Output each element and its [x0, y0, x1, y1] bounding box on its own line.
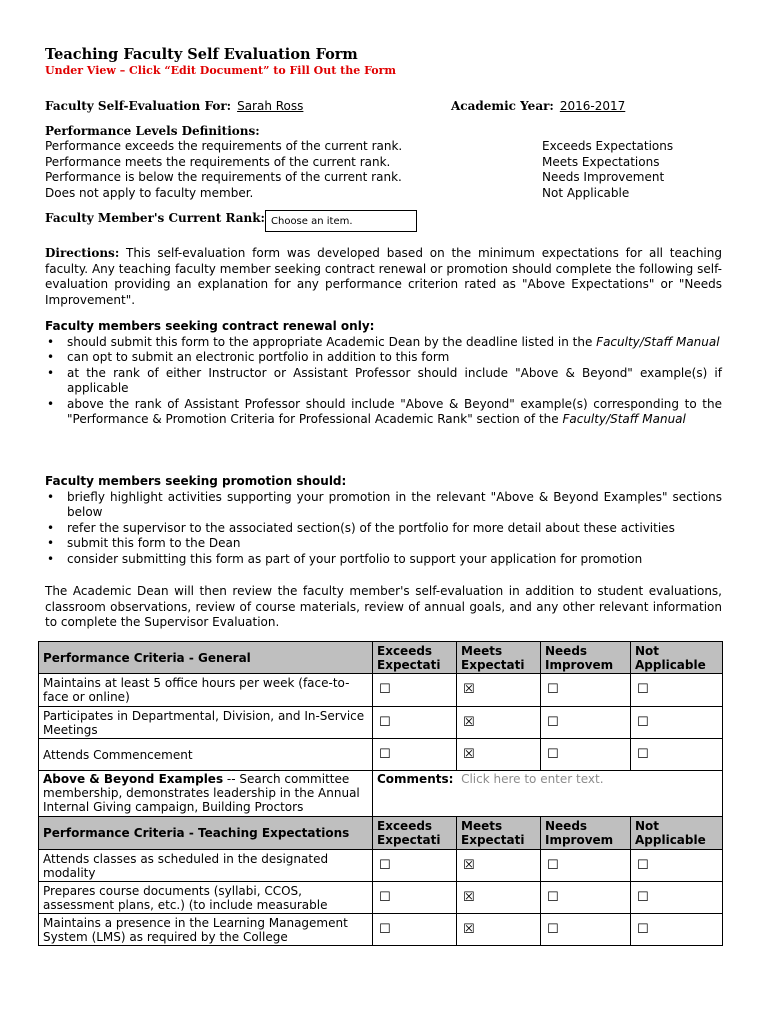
form-title: Teaching Faculty Self Evaluation Form: [45, 46, 358, 63]
section-heading: Performance Criteria - General: [39, 642, 373, 674]
checkbox[interactable]: ☐: [631, 882, 723, 914]
checkbox[interactable]: ☒: [457, 882, 541, 914]
promotion-section: [45, 474, 722, 567]
criterion-label: Maintains a presence in the Learning Management System (LMS) as required by the College: [39, 914, 373, 946]
renewal-section: [45, 319, 722, 428]
rank-dropdown[interactable]: Choose an item.: [265, 210, 417, 232]
promotion-heading: Faculty members seeking promotion should:: [45, 474, 347, 488]
faculty-for-label: Faculty Self-Evaluation For:: [45, 99, 232, 113]
table-row: [39, 850, 723, 882]
checkbox[interactable]: ☐: [631, 914, 723, 946]
checkbox[interactable]: ☐: [541, 882, 631, 914]
level-def: Does not apply to faculty member.: [45, 185, 254, 200]
criterion-label: Maintains at least 5 office hours per week (face-to-face or online): [39, 674, 373, 707]
column-header: Exceeds Expectati: [373, 817, 457, 850]
academic-year-row: [451, 95, 625, 114]
level-name: Not Applicable: [542, 185, 630, 200]
list-item: • at the rank of either Instructor or Assistant Professor should include "Above & Beyond" example(s) if applicable: [45, 366, 722, 397]
column-header: Meets Expectati: [457, 817, 541, 850]
renewal-heading: Faculty members seeking contract renewal only:: [45, 319, 375, 333]
criterion-label: Attends Commencement: [39, 739, 373, 771]
checkbox[interactable]: ☐: [373, 674, 457, 707]
checkbox[interactable]: ☐: [631, 850, 723, 882]
list-item: • should submit this form to the appropriate Academic Dean by the deadline listed in the Faculty/Staff Manual: [45, 335, 722, 351]
rank-label: Faculty Member's Current Rank:: [45, 211, 265, 225]
list-item: • briefly highlight activities supporting your promotion in the relevant "Above & Beyond Examples" sections below: [45, 490, 722, 521]
checkbox[interactable]: ☒: [457, 739, 541, 771]
comments-label: Comments:: [377, 772, 454, 786]
faculty-name-field[interactable]: Sarah Ross: [237, 99, 304, 113]
level-def: Performance exceeds the requirements of the current rank.: [45, 139, 403, 153]
comments-cell: [373, 771, 723, 817]
checkbox[interactable]: ☐: [631, 674, 723, 707]
closing-paragraph: The Academic Dean will then review the faculty member's self-evaluation in addition to student evaluations, classroom observations, review of course materials, review of annual goals, and any other relevant information to complete the Supervisor Evaluation.: [45, 584, 722, 629]
column-header: Needs Improvem: [541, 817, 631, 850]
table-row: [39, 674, 723, 707]
checkbox[interactable]: ☐: [541, 707, 631, 739]
column-header: Meets Expectati: [457, 642, 541, 674]
level-def: Performance meets the requirements of the current rank.: [45, 154, 391, 169]
comments-field[interactable]: Click here to enter text.: [461, 772, 604, 786]
table-header-row: [39, 817, 723, 850]
checkbox[interactable]: ☐: [541, 914, 631, 946]
above-beyond-cell: [39, 771, 373, 817]
checkbox[interactable]: ☐: [541, 674, 631, 707]
directions-label: Directions:: [45, 246, 120, 260]
criteria-table: [38, 641, 723, 946]
column-header: Not Applicable: [631, 642, 723, 674]
checkbox[interactable]: ☒: [457, 674, 541, 707]
checkbox[interactable]: ☐: [541, 850, 631, 882]
checkbox[interactable]: ☐: [373, 707, 457, 739]
checkbox[interactable]: ☐: [373, 739, 457, 771]
checkbox[interactable]: ☐: [631, 739, 723, 771]
list-item: • refer the supervisor to the associated section(s) of the portfolio for more detail about these activities: [45, 521, 722, 537]
level-name: Needs Improvement: [542, 170, 665, 184]
criterion-label: Participates in Departmental, Division, and In-Service Meetings: [39, 707, 373, 739]
checkbox[interactable]: ☐: [373, 882, 457, 914]
checkbox[interactable]: ☐: [373, 914, 457, 946]
checkbox[interactable]: ☒: [457, 914, 541, 946]
above-beyond-row: [39, 771, 723, 817]
section-heading: Performance Criteria - Teaching Expectations: [39, 817, 373, 850]
table-row: [39, 914, 723, 946]
table-row: [39, 707, 723, 739]
table-header-row: [39, 642, 723, 674]
criterion-label: Prepares course documents (syllabi, CCOS, assessment plans, etc.) (to include measurable: [39, 882, 373, 914]
checkbox[interactable]: ☐: [373, 850, 457, 882]
column-header: Needs Improvem: [541, 642, 631, 674]
above-beyond-label: Above & Beyond Examples: [43, 772, 224, 786]
level-def: Performance is below the requirements of the current rank.: [45, 170, 402, 184]
level-name: Exceeds Expectations: [542, 139, 674, 153]
table-row: [39, 739, 723, 771]
academic-year-field[interactable]: 2016-2017: [559, 99, 626, 113]
list-item: • submit this form to the Dean: [45, 536, 722, 552]
list-item: • consider submitting this form as part of your portfolio to support your application for promotion: [45, 552, 722, 568]
column-header: Not Applicable: [631, 817, 723, 850]
column-header: Exceeds Expectati: [373, 642, 457, 674]
directions-block: [45, 246, 722, 308]
above-beyond-text: -- Search committee membership, demonstrates leadership in the Annual Internal Giving campaign, Building Proctors: [43, 772, 360, 814]
criterion-label: Attends classes as scheduled in the designated modality: [39, 850, 373, 882]
edit-notice: Under View – Click “Edit Document” to Fill Out the Form: [45, 64, 397, 77]
directions-text: This self-evaluation form was developed based on the minimum expectations for all teaching faculty. Any teaching faculty member seeking contract renewal or promotion should complete the following self-evaluation providing an explanation for any performance criterion rated as "Above Expectations" or "Needs Improvement".: [45, 246, 722, 307]
faculty-for-row: [45, 95, 303, 114]
academic-year-label: Academic Year:: [451, 99, 554, 113]
levels-heading: Performance Levels Definitions:: [45, 124, 260, 138]
list-item: • above the rank of Assistant Professor should include "Above & Beyond" example(s) corresponding to the "Performance & Promotion Criteria for Professional Academic Rank" section of the Faculty/Staff Manual: [45, 397, 722, 428]
checkbox[interactable]: ☐: [541, 739, 631, 771]
checkbox[interactable]: ☒: [457, 850, 541, 882]
level-name: Meets Expectations: [542, 154, 660, 169]
checkbox[interactable]: ☒: [457, 707, 541, 739]
checkbox[interactable]: ☐: [631, 707, 723, 739]
table-row: [39, 882, 723, 914]
list-item: • can opt to submit an electronic portfolio in addition to this form: [45, 350, 722, 366]
